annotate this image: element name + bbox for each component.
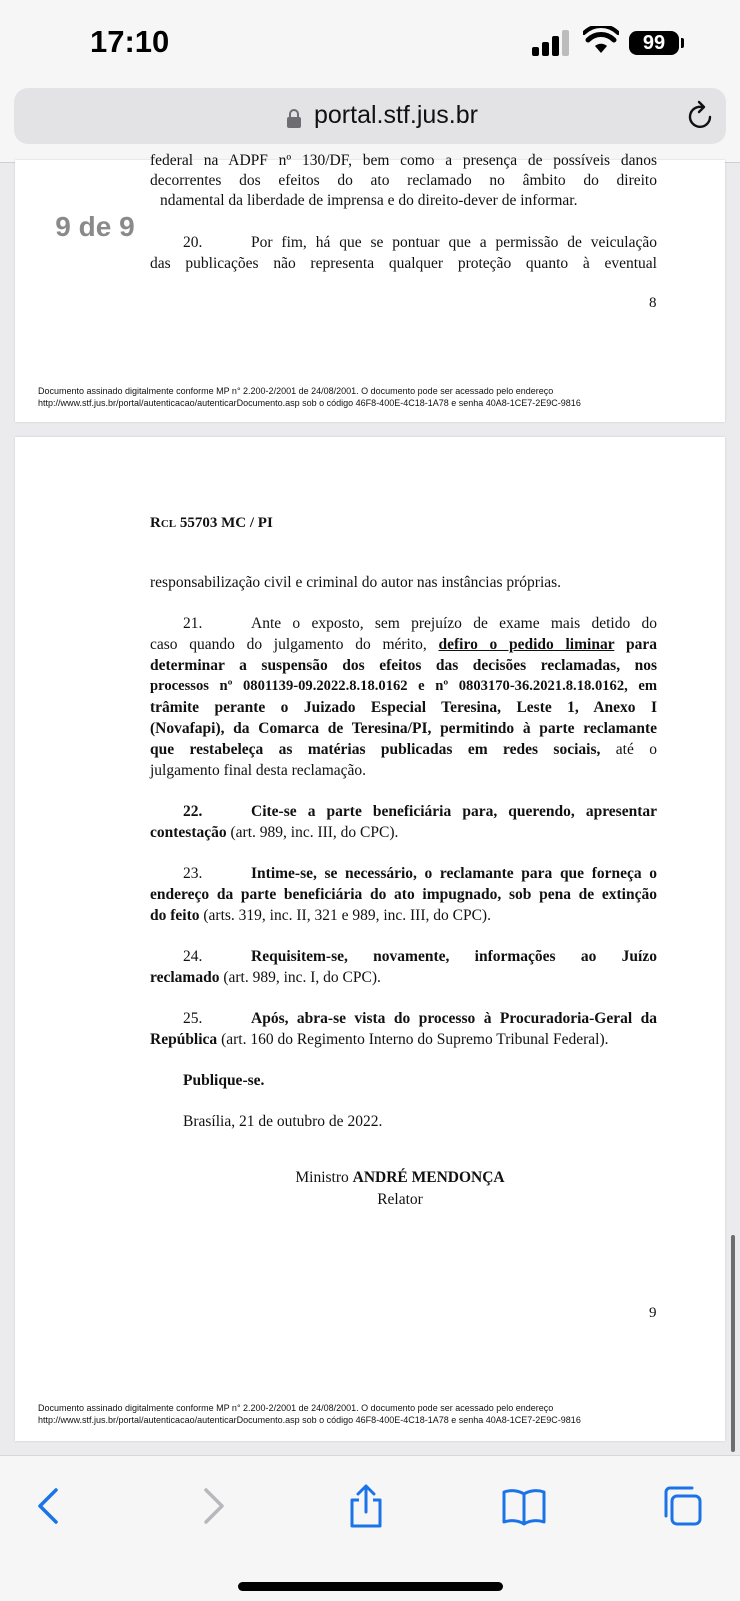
continuation-line: responsabilização civil e criminal do autor nas instâncias próprias. [150, 574, 562, 591]
para21-number: 21. [183, 615, 203, 632]
document-page-9 [15, 437, 725, 1441]
battery-indicator: 99 [629, 31, 679, 55]
para25-line-2b: (art. 160 do Regimento Interno do Supremo Tribunal Federal). [217, 1031, 609, 1048]
page-indicator: 9 de 9 [40, 204, 150, 250]
para22-line-2 [150, 824, 398, 842]
document-page-8 [15, 152, 725, 422]
para21-line-7 [150, 741, 657, 759]
page9-footer-line-1: Documento assinado digitalmente conforme MP n° 2.200-2/2001 de 24/08/2001. O documento pode ser acessado pelo endereço [38, 1403, 554, 1413]
lock-icon [286, 108, 302, 128]
minister-signature [15, 1169, 740, 1187]
back-icon[interactable] [28, 1484, 72, 1528]
para23-line-3 [150, 907, 491, 925]
address-bar[interactable] [14, 88, 726, 144]
para21-line-2a: caso quando do julgamento do mérito, [150, 636, 439, 653]
para24-line-2 [150, 969, 381, 987]
para23-number: 23. [183, 865, 203, 882]
home-indicator[interactable] [238, 1582, 503, 1591]
para20-line-2: das publicações não representa qualquer proteção quanto à eventual [150, 255, 657, 272]
para23-line-1: Intime-se, se necessário, o reclamante para que forneça o [251, 865, 657, 882]
para25-line-1: Após, abra-se vista do processo à Procuradoria-Geral da [251, 1010, 657, 1027]
para22-line-2b: (art. 989, inc. III, do CPC). [226, 824, 399, 841]
url-text: portal.stf.jus.br [314, 101, 478, 129]
page8-footer-line-1: Documento assinado digitalmente conforme MP n° 2.200-2/2001 de 24/08/2001. O documento pode ser acessado pelo endereço [38, 386, 554, 396]
para21-line-7a: que restabeleça as matérias publicadas em redes sociais, [150, 741, 601, 758]
para22-number: 22. [183, 803, 203, 820]
page9-footer-line-2: http://www.stf.jus.br/portal/autenticacao/autenticarDocumento.asp sob o código 46F8-400E-4C18-1A78 e senha 40A8-1CE7-2E9C-9816 [38, 1415, 581, 1425]
page8-line-1: federal na ADPF nº 130/DF, bem como a presença de possíveis danos [150, 152, 657, 169]
publish-line: Publique-se. [183, 1072, 265, 1089]
minister-prefix: Ministro [295, 1169, 353, 1186]
para21-line-7b: até o [600, 741, 657, 758]
page9-number: 9 [649, 1305, 657, 1321]
page8-line-3: ndamental da liberdade de imprensa e do direito-dever de informar. [160, 192, 578, 209]
para21-line-3: determinar a suspensão dos efeitos das decisões reclamadas, nos [150, 657, 657, 674]
tabs-icon[interactable] [660, 1484, 704, 1528]
minister-name: ANDRÉ MENDONÇA [352, 1169, 505, 1186]
forward-icon[interactable] [190, 1484, 234, 1528]
para22-line-1: Cite-se a parte beneficiária para, querendo, apresentar [251, 803, 657, 820]
para25-line-2 [150, 1031, 609, 1049]
para21-line-4: processos nº 0801139-09.2022.8.18.0162 e nº 0803170-36.2021.8.18.0162, em [150, 678, 657, 694]
para21-line-1: Ante o exposto, sem prejuízo de exame mais detido do [251, 615, 657, 632]
case-header-rcl: Rcl [150, 515, 177, 531]
para24-line-2a: reclamado [150, 969, 220, 986]
case-header [150, 515, 273, 532]
para21-line-2 [150, 636, 657, 654]
share-icon[interactable] [344, 1484, 388, 1528]
scroll-indicator[interactable] [731, 1235, 735, 1452]
minister-role: Relator [377, 1191, 423, 1208]
para24-number: 24. [183, 948, 203, 965]
para22-line-2a: contestação [150, 824, 227, 841]
para20-number: 20. [183, 234, 203, 251]
page8-number: 8 [649, 295, 657, 311]
para24-line-2b: (art. 989, inc. I, do CPC). [219, 969, 381, 986]
battery-nub [681, 38, 684, 48]
page8-line-2: decorrentes dos efeitos do ato reclamado no âmbito do direito [150, 172, 657, 189]
para23-line-3b: (arts. 319, inc. II, 321 e 989, inc. III, do CPC). [199, 907, 491, 924]
status-bar [0, 0, 740, 86]
page8-footer-line-2: http://www.stf.jus.br/portal/autenticacao/autenticarDocumento.asp sob o código 46F8-400E-4C18-1A78 e senha 40A8-1CE7-2E9C-9816 [38, 398, 581, 408]
para23-line-2: endereço da parte beneficiária do ato impugnado, sob pena de extinção [150, 886, 657, 903]
para21-line-6: (Novafapi), da Comarca de Teresina/PI, permitindo à parte reclamante [150, 720, 657, 737]
para21-line-2c: para [614, 636, 658, 653]
reload-icon[interactable] [684, 100, 716, 132]
browser-toolbar [0, 1455, 740, 1601]
bookmarks-icon[interactable] [502, 1484, 546, 1528]
date-line: Brasília, 21 de outubro de 2022. [183, 1113, 383, 1130]
para25-number: 25. [183, 1010, 203, 1027]
para21-line-5: trâmite perante o Juizado Especial Teresina, Leste 1, Anexo I [150, 699, 657, 716]
para23-line-3a: do feito [150, 907, 200, 924]
case-header-number: 55703 MC / PI [176, 515, 273, 531]
cellular-signal-icon [532, 28, 572, 56]
para20-line-1: Por fim, há que se pontuar que a permissão de veiculação [251, 234, 657, 251]
wifi-icon [583, 26, 619, 56]
para24-line-1: Requisitem-se, novamente, informações ao Juízo [251, 948, 657, 965]
para25-line-2a: República [150, 1031, 218, 1048]
para21-liminar: defiro o pedido liminar [438, 636, 615, 653]
para21-line-8: julgamento final desta reclamação. [150, 762, 367, 779]
status-time: 17:10 [90, 24, 170, 59]
